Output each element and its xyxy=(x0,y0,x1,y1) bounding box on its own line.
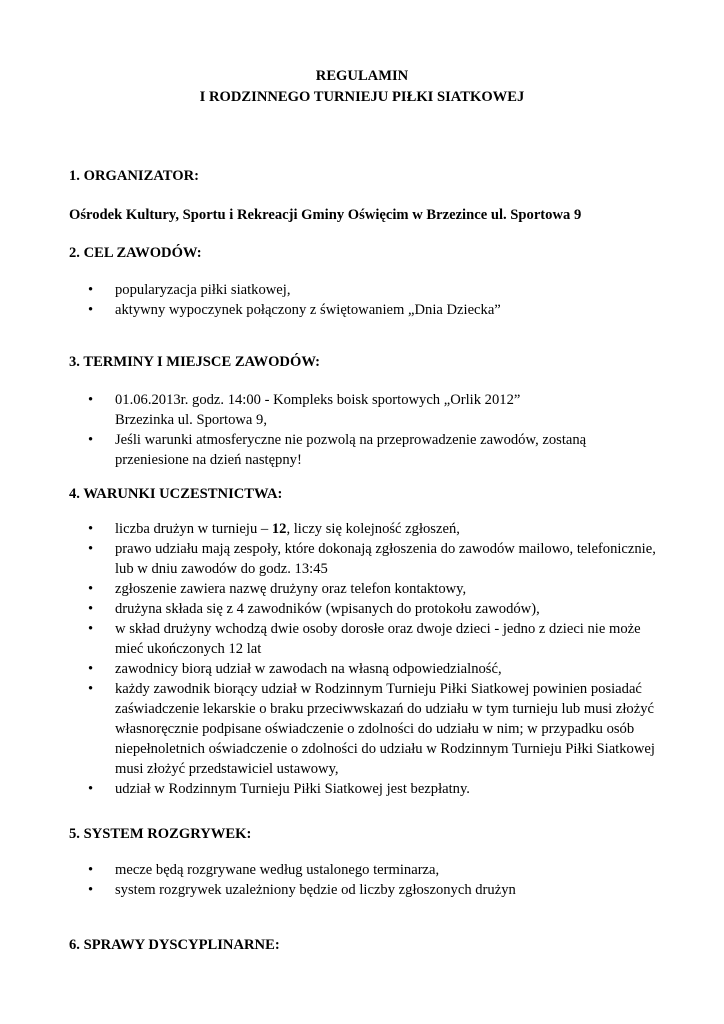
bullet-icon: • xyxy=(88,661,94,677)
bullet-icon: • xyxy=(88,521,94,537)
bullet-icon: • xyxy=(88,282,94,298)
section-heading-dates: 3. TERMINY I MIEJSCE ZAWODÓW: xyxy=(69,354,320,370)
bullet-icon: • xyxy=(88,781,94,797)
list-item: • aktywny wypoczynek połączony z świętowaniem „Dnia Dziecka” xyxy=(88,302,501,318)
bullet-icon: • xyxy=(88,581,94,597)
bullet-icon: • xyxy=(88,862,94,878)
bullet-icon: • xyxy=(88,882,94,898)
list-item: • system rozgrywek uzależniony będzie od liczby zgłoszonych drużyn xyxy=(88,882,516,898)
organizer-name: Ośrodek Kultury, Sportu i Rekreacji Gminy Oświęcim w Brzezince ul. Sportowa 9 xyxy=(69,207,582,223)
list-item: • mecze będą rozgrywane według ustalonego terminarza, xyxy=(88,862,440,878)
conditions-list xyxy=(0,519,724,799)
bullet-icon: • xyxy=(88,541,94,557)
document-subtitle: I RODZINNEGO TURNIEJU PIŁKI SIATKOWEJ xyxy=(199,89,525,105)
bullet-icon: • xyxy=(88,432,94,448)
list-item: • każdy zawodnik biorący udział w Rodzinnym Turnieju Piłki Siatkowej powinien posiadać zaświadczenie lekarskie o braku przeciwwskazań do udziału w tym turnieju lub musi złożyć własnoręcznie podpisane oświadczenie o zdolności do udziału w nim; w przypadku osób niepełnoletnich oświadczenie o zdolności do udziału w Rodzinnym Turnieju Piłki Siatkowej musi złożyć przedstawiciel ustawowy, xyxy=(88,681,655,777)
team-count: 12 xyxy=(271,521,287,537)
section-heading-system: 5. SYSTEM ROZGRYWEK: xyxy=(69,826,252,842)
section-heading-conditions: 4. WARUNKI UCZESTNICTWA: xyxy=(69,486,283,502)
list-item: • udział w Rodzinnym Turnieju Piłki Siatkowej jest bezpłatny. xyxy=(88,781,470,797)
list-item: • popularyzacja piłki siatkowej, xyxy=(88,282,291,298)
document-title: REGULAMIN xyxy=(315,68,409,84)
bullet-icon: • xyxy=(88,621,94,637)
list-item: • Jeśli warunki atmosferyczne nie pozwolą na przeprowadzenie zawodów, zostaną przeniesione na dzień następny! xyxy=(88,432,587,468)
list-item: • liczba drużyn w turnieju – 12, liczy się kolejność zgłoszeń, xyxy=(88,521,460,537)
list-item: • w skład drużyny wchodzą dwie osoby dorosłe oraz dwoje dzieci - jedno z dzieci nie może mieć ukończonych 12 lat xyxy=(88,621,641,657)
dates-list xyxy=(0,390,724,470)
bullet-icon: • xyxy=(88,681,94,697)
list-item: • zawodnicy biorą udział w zawodach na własną odpowiedzialność, xyxy=(88,661,502,677)
section-heading-organizer: 1. ORGANIZATOR: xyxy=(69,168,200,184)
list-item: • zgłoszenie zawiera nazwę drużyny oraz telefon kontaktowy, xyxy=(88,581,467,597)
goal-list xyxy=(0,280,724,320)
section-heading-discipline: 6. SPRAWY DYSCYPLINARNE: xyxy=(69,937,280,953)
bullet-icon: • xyxy=(88,392,94,408)
list-item: • prawo udziału mają zespoły, które dokonają zgłoszenia do zawodów mailowo, telefonicznie, lub w dniu zawodów do godz. 13:45 xyxy=(88,541,656,577)
section-heading-goal: 2. CEL ZAWODÓW: xyxy=(69,245,202,261)
bullet-icon: • xyxy=(88,302,94,318)
bullet-icon: • xyxy=(88,601,94,617)
list-item: • 01.06.2013r. godz. 14:00 - Kompleks boisk sportowych „Orlik 2012” Brzezinka ul. Sportowa 9, xyxy=(88,392,521,428)
list-item: • drużyna składa się z 4 zawodników (wpisanych do protokołu zawodów), xyxy=(88,601,540,617)
system-list xyxy=(0,860,724,900)
